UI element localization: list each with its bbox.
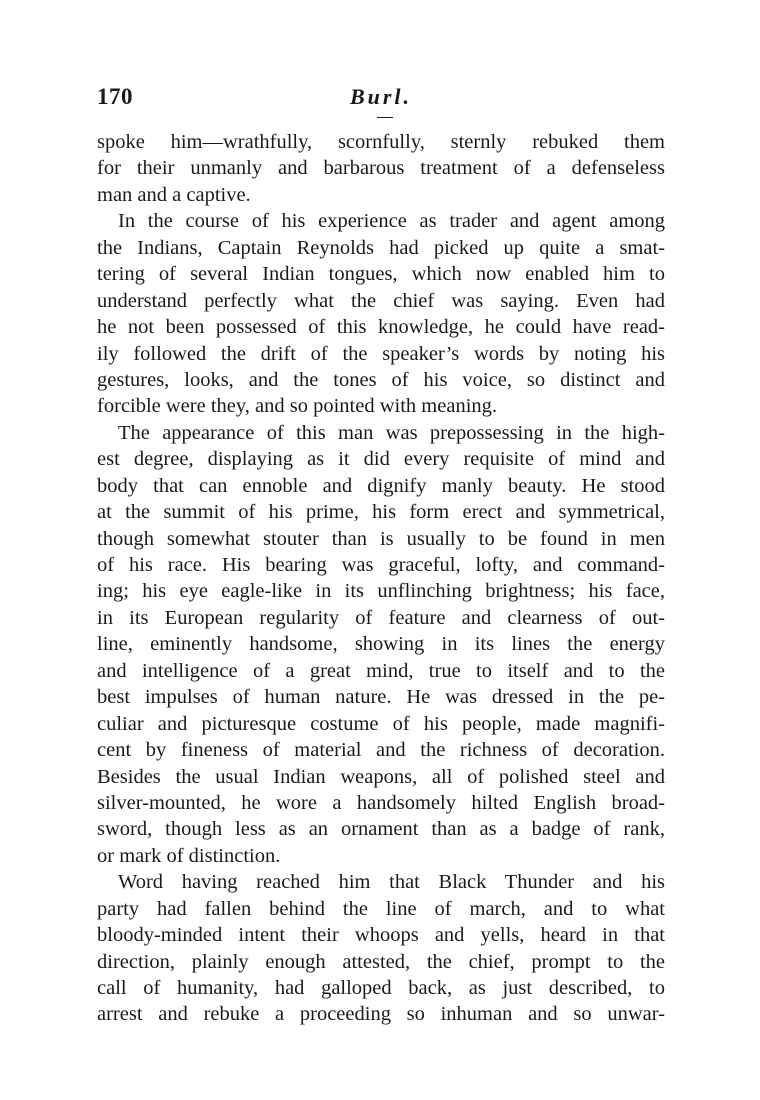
text-line: at the summit of his prime, his form erect and symmetrical, [97,501,665,524]
text-line: ily followed the drift of the speaker’s words by noting his [97,342,665,365]
text-line: culiar and picturesque costume of his people, made magnifi- [97,712,665,735]
text-line: silver-mounted, he wore a handsomely hilted English broad- [97,791,665,814]
text-line: Word having reached him that Black Thunder and his [118,871,665,894]
text-line: est degree, displaying as it did every requisite of mind and [97,448,665,471]
running-title: Burl. [349,84,413,109]
text-line: man and a captive. [97,183,251,206]
text-line: The appearance of this man was prepossessing in the high- [118,421,665,444]
text-line: arrest and rebuke a proceeding so inhuman and so unwar- [97,1003,665,1026]
text-line: cent by fineness of material and the richness of decoration. [97,739,665,762]
text-line: best impulses of human nature. He was dressed in the pe- [97,686,665,709]
text-line: spoke him—wrathfully, scornfully, sternly rebuked them [97,131,665,153]
page-number: 170 [97,84,133,109]
title-rule [377,117,393,118]
text-line: and intelligence of a great mind, true to itself and to the [97,659,665,682]
text-line: or mark of distinction. [97,844,281,867]
text-line: gestures, looks, and the tones of his voice, so distinct and [97,368,665,391]
text-line: understand perfectly what the chief was saying. Even had [97,289,665,312]
text-line: call of humanity, had galloped back, as just described, to [97,977,665,999]
text-line: sword, though less as an ornament than as a badge of rank, [97,818,665,841]
text-line: ing; his eye eagle-like in its unflinching brightness; his face, [97,580,665,603]
text-line: In the course of his experience as trader and agent among [118,210,665,233]
text-line: forcible were they, and so pointed with meaning. [97,395,498,418]
body-text [97,129,665,1028]
text-line: bloody-minded intent their whoops and yells, heard in that [97,924,665,947]
text-line: for their unmanly and barbarous treatment of a defenseless [97,157,665,180]
page-header [97,84,665,124]
text-line: tering of several Indian tongues, which now enabled him to [97,263,665,286]
text-line: of his race. His bearing was graceful, lofty, and command- [97,554,665,576]
text-line: Besides the usual Indian weapons, all of polished steel and [97,765,665,788]
text-line: line, eminently handsome, showing in its lines the energy [97,633,665,656]
text-line: body that can ennoble and dignify manly beauty. He stood [97,474,665,497]
text-line: though somewhat stouter than is usually to be found in men [97,527,665,550]
text-line: party had fallen behind the line of march, and to what [97,897,665,920]
text-line: the Indians, Captain Reynolds had picked up quite a smat- [97,236,665,259]
text-line: in its European regularity of feature and clearness of out- [97,606,665,629]
text-line: he not been possessed of this knowledge, he could have read- [97,316,665,339]
text-line: direction, plainly enough attested, the chief, prompt to the [97,950,665,973]
